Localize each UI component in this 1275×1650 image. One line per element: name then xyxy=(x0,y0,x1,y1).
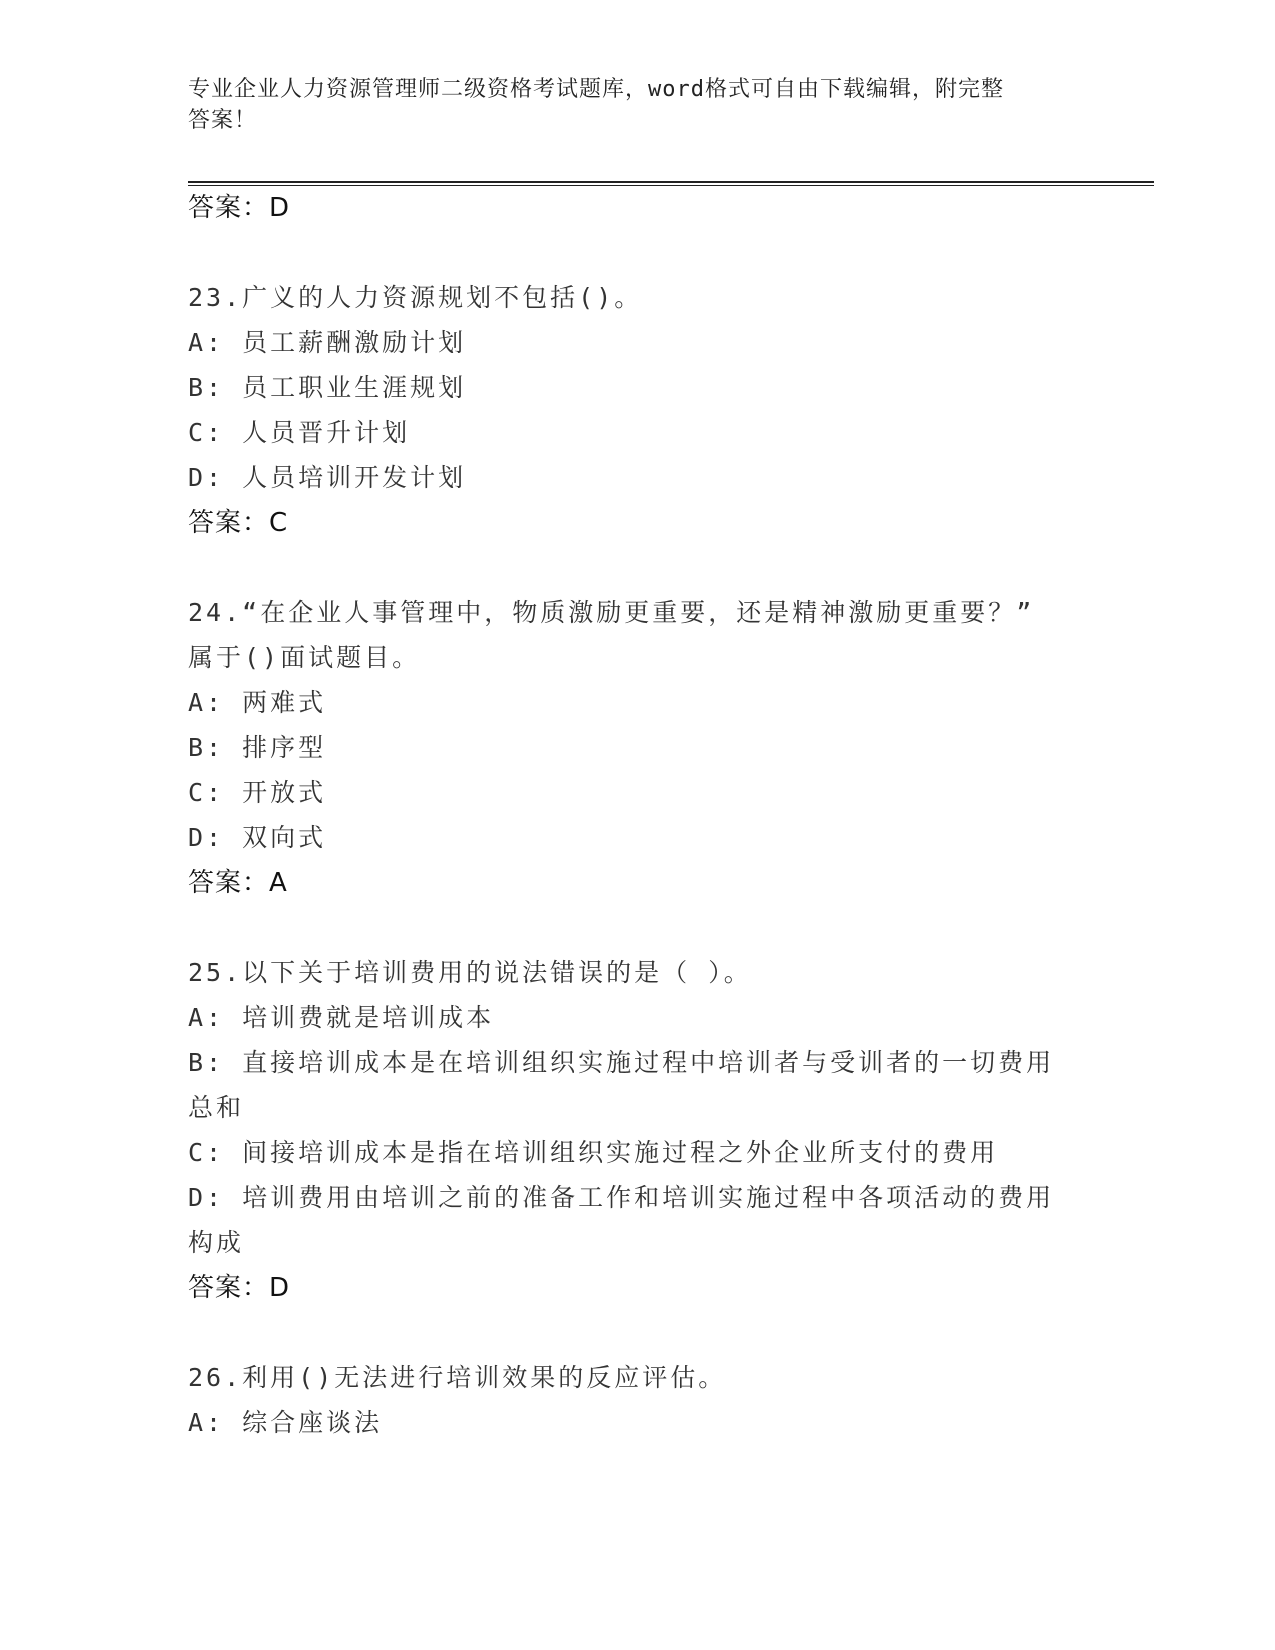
question-25-option-a: A: 培训费就是培训成本 xyxy=(188,1003,495,1032)
question-25-option-b-line-1: B: 直接培训成本是在培训组织实施过程中培训者与受训者的一切费用 xyxy=(188,1048,1055,1077)
question-24-option-b: B: 排序型 xyxy=(188,733,327,762)
question-24-stem-line-1: 24.“在企业人事管理中，物质激励更重要，还是精神激励更重要？” xyxy=(188,598,1035,627)
answer-q24: 答案：A xyxy=(188,868,288,898)
question-25-option-b-line-2: 总和 xyxy=(188,1093,245,1122)
question-23-stem: 23.广义的人力资源规划不包括()。 xyxy=(188,283,643,312)
question-24-option-c: C: 开放式 xyxy=(188,778,327,807)
question-23-option-a: A: 员工薪酬激励计划 xyxy=(188,328,467,357)
question-25-option-c: C: 间接培训成本是指在培训组织实施过程之外企业所支付的费用 xyxy=(188,1138,999,1167)
answer-q25: 答案：D xyxy=(188,1273,291,1303)
question-26-stem: 26.利用()无法进行培训效果的反应评估。 xyxy=(188,1363,727,1392)
question-23-option-b: B: 员工职业生涯规划 xyxy=(188,373,467,402)
header-rule-thick xyxy=(188,181,1154,183)
question-26-option-a: A: 综合座谈法 xyxy=(188,1408,383,1437)
header-rule-thin xyxy=(188,185,1154,186)
question-25-option-d-line-2: 构成 xyxy=(188,1228,245,1257)
question-25-option-d-line-1: D: 培训费用由培训之前的准备工作和培训实施过程中各项活动的费用 xyxy=(188,1183,1055,1212)
question-24-option-d: D: 双向式 xyxy=(188,823,327,852)
question-25-stem: 25.以下关于培训费用的说法错误的是（ ）。 xyxy=(188,958,752,987)
question-24-option-a: A: 两难式 xyxy=(188,688,327,717)
answer-q23: 答案：C xyxy=(188,508,289,538)
question-23-option-c: C: 人员晋升计划 xyxy=(188,418,411,447)
question-24-stem-line-2: 属于()面试题目。 xyxy=(188,643,421,672)
page-header xyxy=(188,74,1078,136)
header-line-2: 答案！ xyxy=(188,108,258,133)
header-line-1: 专业企业人力资源管理师二级资格考试题库，word格式可自由下载编辑，附完整 xyxy=(188,77,1004,102)
answer-q22: 答案：D xyxy=(188,193,291,223)
question-23-option-d: D: 人员培训开发计划 xyxy=(188,463,467,492)
